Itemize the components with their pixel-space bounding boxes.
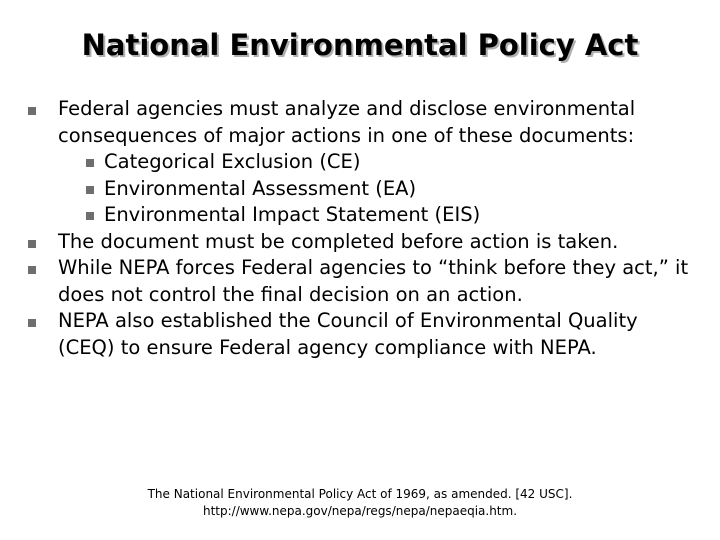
square-bullet-icon — [28, 266, 36, 274]
square-bullet-icon — [86, 212, 94, 220]
square-bullet-icon — [28, 240, 36, 248]
bullet-item — [26, 255, 696, 308]
citation-url: http://www.nepa.gov/nepa/regs/nepa/nepaeqia.htm. — [202, 504, 518, 518]
bullet-text: Federal agencies must analyze and disclose environmental consequences of major actions in one of these documents: — [58, 97, 636, 147]
bullet-item — [26, 229, 696, 256]
bullet-list — [26, 96, 696, 361]
sub-bullet-item — [86, 202, 696, 229]
sub-bullet-item — [86, 176, 696, 203]
square-bullet-icon — [86, 159, 94, 167]
citation-footer — [0, 486, 720, 520]
sub-bullet-text: Environmental Impact Statement (EIS) — [104, 203, 481, 226]
square-bullet-icon — [28, 107, 36, 115]
square-bullet-icon — [28, 319, 36, 327]
bullet-text: While NEPA forces Federal agencies to “think before they act,” it does not control the final decision on an action. — [58, 256, 689, 306]
square-bullet-icon — [86, 186, 94, 194]
bullet-text: The document must be completed before action is taken. — [58, 229, 619, 253]
bullet-text: NEPA also established the Council of Environmental Quality (CEQ) to ensure Federal agency compliance with NEPA. — [58, 309, 638, 359]
bullet-item — [26, 308, 696, 361]
sub-bullet-text: Environmental Assessment (EA) — [104, 176, 417, 200]
sub-bullet-item — [86, 149, 696, 176]
citation-line: The National Environmental Policy Act of 1969, as amended. [42 USC]. — [147, 487, 573, 501]
sub-bullet-text: Categorical Exclusion (CE) — [104, 150, 361, 173]
bullet-item — [26, 96, 696, 229]
sub-bullet-list — [58, 149, 696, 229]
slide-title: National Environmental Policy Act — [81, 28, 639, 62]
